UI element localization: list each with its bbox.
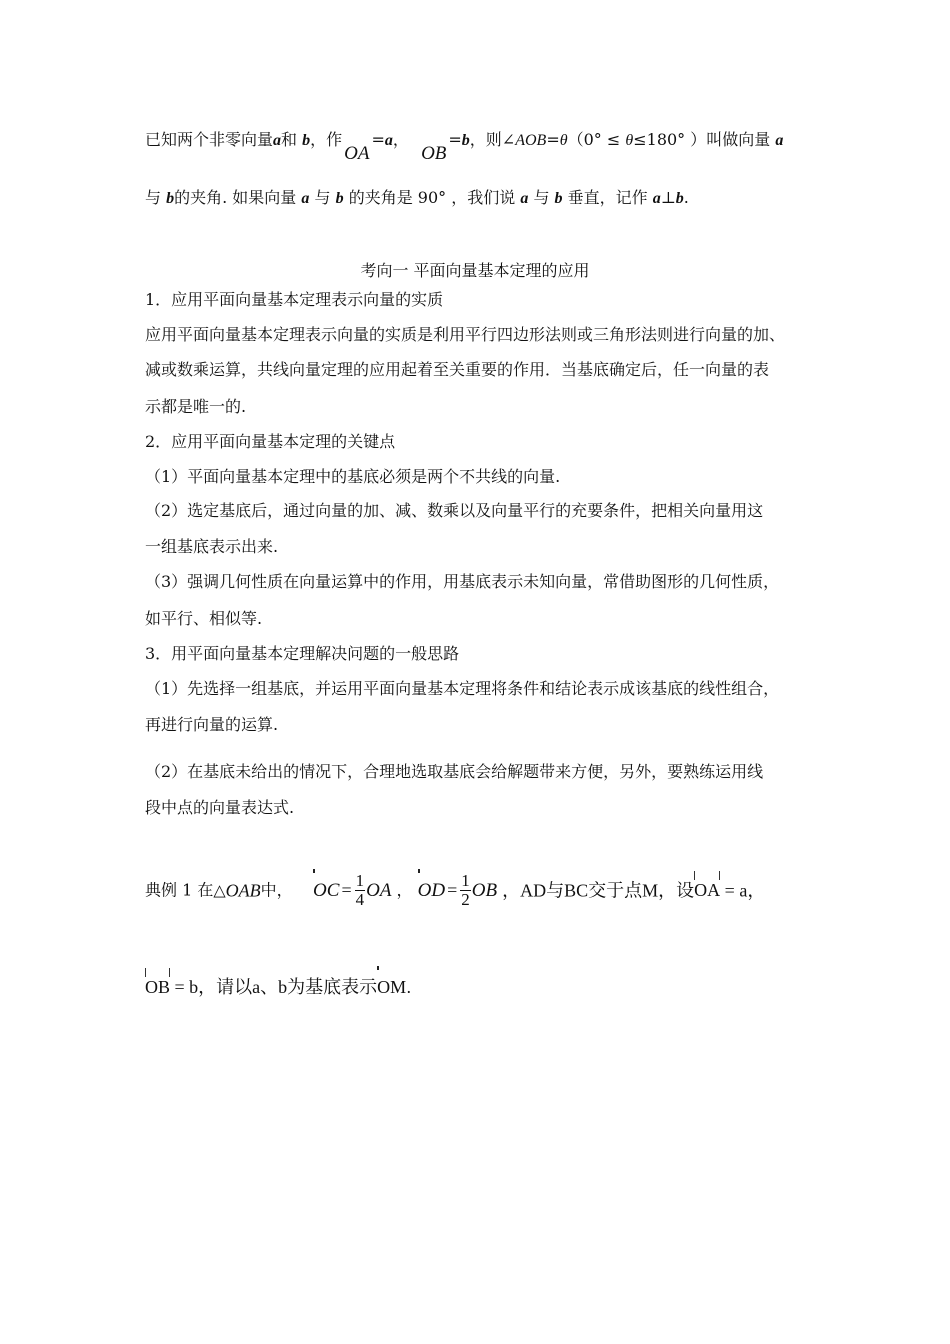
text: = a，: [720, 880, 766, 901]
text: =: [448, 130, 462, 149]
perp-symbol: ⊥: [660, 188, 676, 207]
text: 中，: [260, 880, 293, 900]
numerator: 1: [355, 871, 365, 890]
vector-od: OD: [417, 879, 446, 901]
vector-oc: OC: [313, 879, 340, 901]
text: ，则∠: [469, 130, 516, 149]
triangle-oab: OAB: [225, 880, 261, 901]
text: =: [546, 130, 560, 149]
paragraph-line: 减或数乘运算，共线向量定理的应用起着至关重要的作用．当基底确定后，任一向量的表: [145, 360, 770, 379]
text: 与: [533, 188, 550, 207]
intro-line-1: [145, 130, 784, 164]
vector-ob: OB: [471, 879, 498, 901]
paragraph-line: （1）平面向量基本定理中的基底必须是两个不共线的向量.: [145, 467, 561, 486]
theta: θ: [559, 132, 568, 149]
vector-ob: OB: [421, 143, 447, 164]
vector-a: a: [301, 190, 310, 207]
vector-b: b: [554, 190, 563, 207]
text: 的夹角是 90°: [348, 188, 447, 207]
vector-a: a: [384, 132, 393, 149]
text: 与: [145, 188, 162, 207]
text: 与: [314, 188, 331, 207]
vector-b: b: [302, 132, 311, 149]
fraction-one-quarter: [355, 872, 366, 909]
paragraph-line: 如平行、相似等.: [145, 609, 263, 628]
equals: =: [341, 880, 352, 901]
equals: =: [447, 880, 458, 901]
text: ）叫做向量: [690, 130, 771, 149]
intro-line-2: 与 b的夹角. 如果向量 a 与 b 的夹角是 90° ，我们说 a 与 b 垂直，记作 a⊥b.: [145, 188, 689, 207]
paragraph-line: 应用平面向量基本定理表示向量的实质是利用平行四边形法则或三角形法则进行向量的加、: [145, 325, 786, 344]
paragraph-line: （2）在基底未给出的情况下，合理地选取基底会给解题带来方便，另外，要熟练运用线: [145, 762, 764, 781]
paragraph-line: （3）强调几何性质在向量运算中的作用，用基底表示未知向量，常借助图形的几何性质，: [145, 572, 780, 591]
text: 已知两个非零向量: [145, 130, 274, 149]
paragraph-line: 2．应用平面向量基本定理的关键点: [145, 432, 396, 451]
paragraph-line: 1．应用平面向量基本定理表示向量的实质: [145, 290, 444, 309]
vector-b: b: [166, 190, 175, 207]
example-label: 典例 1 在△: [145, 880, 226, 900]
vector-b: b: [675, 190, 684, 207]
vector-om: OM: [377, 977, 407, 997]
text: ，: [392, 130, 409, 149]
denominator: 2: [461, 889, 470, 909]
fraction-one-half: [460, 872, 471, 909]
paragraph-line: 再进行向量的运算.: [145, 715, 279, 734]
vector-ob-arrow: OB: [145, 977, 171, 997]
paragraph-line: 示都是唯一的.: [145, 397, 247, 416]
vector-b: b: [335, 190, 344, 207]
text: ，AD与BC交于点M，设: [502, 880, 695, 901]
text: =: [371, 130, 385, 149]
denominator: 4: [355, 889, 365, 909]
vector-b: b: [461, 132, 470, 149]
section-heading: 考向一 平面向量基本定理的应用: [360, 261, 590, 280]
paragraph-line: 一组基底表示出来.: [145, 537, 279, 556]
paragraph-line: 段中点的向量表达式.: [145, 798, 295, 817]
text: （0°: [567, 130, 602, 149]
theta: θ: [625, 132, 634, 149]
paragraph-line: （1）先选择一组基底，并运用平面向量基本定理将条件和结论表示成该基底的线性组合，: [145, 679, 780, 698]
vector-oa-arrow: OA: [694, 880, 721, 901]
text: = b，: [170, 977, 217, 997]
numerator: 1: [461, 871, 470, 890]
text: 请以a、b为基底表示: [216, 977, 378, 997]
text: ，作: [310, 130, 343, 149]
paragraph-line: （2）选定基底后，通过向量的加、减、数乘以及向量平行的充要条件，把相关向量用这: [145, 501, 764, 520]
vector-a: a: [273, 132, 282, 149]
vector-a: a: [652, 190, 661, 207]
text: ≤: [606, 130, 621, 149]
angle-aob: AOB: [515, 132, 547, 149]
text: 垂直，记作: [567, 188, 648, 207]
text: ，我们说: [451, 188, 516, 207]
vector-a: a: [520, 190, 529, 207]
vector-oa: OA: [366, 879, 392, 901]
paragraph-line: 3．用平面向量基本定理解决问题的一般思路: [145, 644, 460, 663]
example-line-2: [145, 978, 411, 996]
text: 的夹角. 如果向量: [174, 188, 297, 207]
text: ，: [396, 880, 413, 900]
text: ≤180°: [633, 130, 686, 149]
vector-a: a: [775, 132, 784, 149]
text: 和: [281, 130, 298, 149]
vector-oa: OA: [344, 143, 370, 164]
text: .: [406, 978, 412, 997]
example-line-1: [145, 872, 765, 909]
